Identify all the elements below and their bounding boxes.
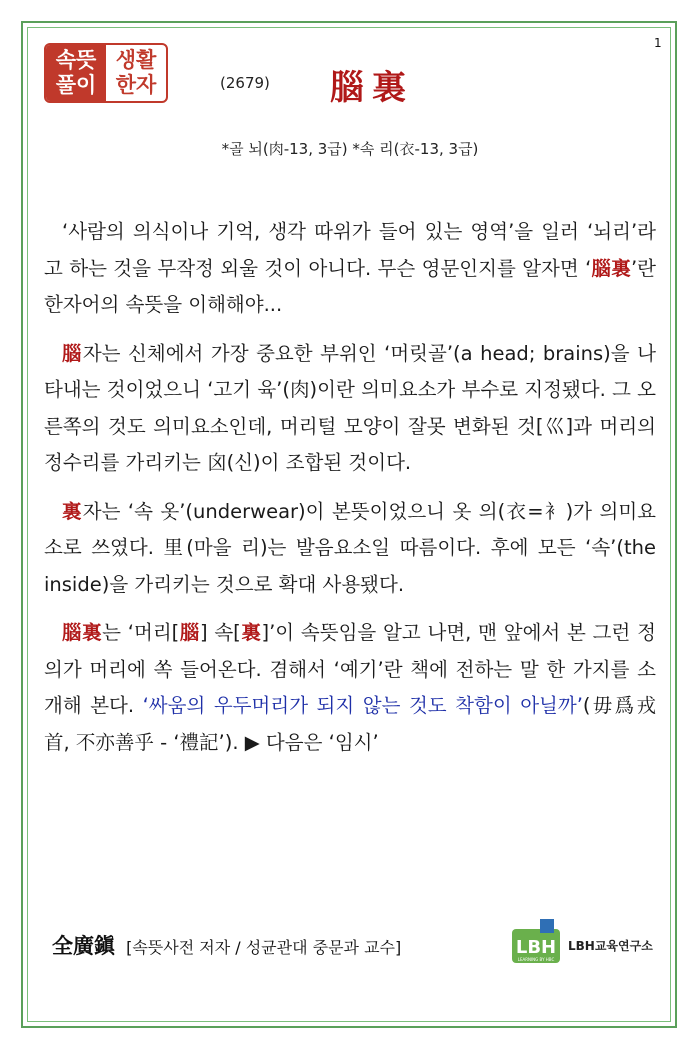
- lbh-mark-icon: [510, 919, 564, 969]
- paragraph-conclusion: [44, 615, 656, 761]
- p4-text-b: ] 속[: [199, 621, 241, 644]
- p2-highlight: 腦: [62, 341, 83, 365]
- p3-text: 자는 ‘속 옷’(underwear)이 본뜻이었으니 옷 의(衣=衤)가 의미요소로 쓰였다. 里(마을 리)는 발음요소일 따름이다. 후에 모든 ‘속’(the inside)을 가리키는 것으로 확대 사용됐다.: [44, 499, 656, 596]
- p1-text-b: ’란 한자어의 속뜻을 이해해야...: [44, 256, 656, 316]
- p4-quote: ‘싸움의 우두머리가 되지 않는 것도 착함이 아닐까’: [142, 694, 583, 717]
- p4-text-d: (毋爲戎首, 不亦善乎 - ‘禮記’). ▶ 다음은 ‘임시’: [44, 694, 656, 754]
- p4-highlight: 腦裏: [62, 621, 103, 644]
- lbh-mark-text: LBH: [515, 937, 557, 958]
- logo-text-saenghwal: 생활: [115, 48, 157, 72]
- page-number: 1: [654, 36, 662, 50]
- logo-left-block: [46, 45, 106, 101]
- logo-right-block: [106, 45, 166, 101]
- p4-text-a: 는 ‘머리[: [102, 621, 180, 644]
- author-footer: [52, 930, 401, 960]
- p4-text-c: ]’이 속뜻임을 알고 나면, 맨 앞에서 본 그런 정의가 머리에 쏙 들어온다. 겸해서 ‘예기’란 책에 전하는 말 한 가지를 소개해 본다.: [44, 621, 656, 717]
- paragraph-intro: [44, 214, 656, 324]
- logo-text-hanja: 한자: [115, 73, 157, 97]
- logo-text-puri: 풀이: [55, 73, 97, 97]
- series-logo: [44, 43, 168, 103]
- author-description: [속뜻사전 저자 / 성균관대 중문과 교수]: [126, 938, 402, 957]
- paragraph-li: [44, 494, 656, 604]
- lbh-tagline: LEARNING BY HBC: [517, 957, 555, 962]
- lbh-org-name: LBH교육연구소: [568, 939, 653, 953]
- character-readings: *골 뇌(肉-13, 3급) *속 리(衣-13, 3급): [221, 140, 479, 158]
- paragraph-nae: [44, 336, 656, 482]
- p1-text-a: ‘사람의 의식이나 기억, 생각 따위가 들어 있는 영역’을 일러 ‘뇌리’라고 하는 것을 무작정 외울 것이 아니다. 무슨 영문인지를 알자면 ‘: [44, 220, 656, 280]
- author-name: 全廣鎭: [52, 934, 115, 958]
- p4-highlight-2: 腦: [179, 621, 200, 644]
- page-title: 腦裏: [330, 68, 414, 108]
- article-body: [44, 214, 656, 773]
- p1-highlight: 腦裏: [591, 256, 631, 280]
- p2-text: 자는 신체에서 가장 중요한 부위인 ‘머릿골’(a head; brains)을 나타내는 것이었으니 ‘고기 육’(肉)이란 의미요소가 부수로 지정됐다. 그 오른쪽의 것도 의미요소인데, 머리털 모양이 잘못 변화된 것[巛]과 머리의 정수리를 가리키는 囟(신)이 조합된 것이다.: [44, 341, 656, 474]
- p3-highlight: 裏: [62, 499, 83, 523]
- lbh-logo: [510, 915, 656, 971]
- p4-highlight-3: 裏: [240, 621, 262, 644]
- item-number: (2679): [220, 74, 270, 92]
- logo-text-sokttut: 속뜻: [55, 48, 97, 72]
